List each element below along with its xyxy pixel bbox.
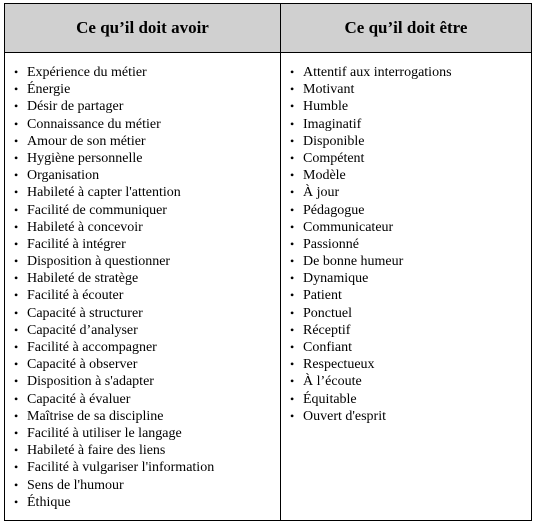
bullet-icon: • (290, 271, 295, 286)
list-item-text: Éthique (27, 494, 71, 510)
header-right-text: Ce qu’il doit être (344, 18, 468, 37)
list-item-text: Réceptif (303, 322, 351, 338)
bullet-icon: • (14, 322, 19, 337)
list-item-text: Connaissance du métier (27, 116, 161, 132)
right-column-cell (281, 53, 531, 520)
list-item (14, 150, 280, 167)
list-item (290, 98, 531, 115)
list-item (290, 356, 531, 373)
list-item-text: Humble (303, 99, 349, 115)
list-item-text: Facilité à écouter (27, 288, 124, 304)
list-item-text: Ouvert d'esprit (303, 408, 387, 424)
list-item (14, 322, 280, 339)
list-item-text: Disponible (303, 133, 365, 149)
bullet-icon: • (14, 477, 19, 492)
bullet-icon: • (14, 99, 19, 114)
list-item (290, 167, 531, 184)
bullet-icon: • (14, 357, 19, 372)
list-item-text: Énergie (27, 82, 71, 98)
list-item-text: Capacité à évaluer (27, 391, 131, 407)
list-item-text: Facilité à utiliser le langage (27, 425, 182, 441)
list-item-text: Habileté à faire des liens (27, 443, 166, 459)
list-item (14, 253, 280, 270)
bullet-icon: • (290, 150, 295, 165)
list-item-text: Capacité d’analyser (27, 322, 138, 338)
bullet-icon: • (14, 116, 19, 131)
list-item (290, 408, 531, 425)
list-item-text: Expérience du métier (27, 65, 147, 80)
list-item (290, 202, 531, 219)
list-item-text: Attentif aux interrogations (303, 65, 452, 80)
bullet-icon: • (14, 168, 19, 183)
bullet-icon: • (14, 494, 19, 509)
bullet-icon: • (14, 288, 19, 303)
list-item (14, 98, 280, 115)
list-item (290, 373, 531, 390)
list-item-text: Pédagogue (303, 202, 365, 218)
bullet-icon: • (290, 305, 295, 320)
list-item-text: Désir de partager (27, 99, 124, 115)
list-item (14, 167, 280, 184)
bullet-icon: • (14, 185, 19, 200)
list-item (14, 477, 280, 494)
list-item (290, 391, 531, 408)
list-item (290, 339, 531, 356)
list-item (290, 305, 531, 322)
bullet-icon: • (290, 391, 295, 406)
list-item-text: Organisation (27, 168, 100, 184)
list-item (290, 219, 531, 236)
list-item-text: De bonne humeur (303, 254, 404, 270)
list-item-text: À jour (303, 185, 340, 201)
list-item-text: Compétent (303, 150, 365, 166)
bullet-icon: • (290, 168, 295, 183)
list-item-text: Amour de son métier (27, 133, 146, 149)
bullet-icon: • (14, 460, 19, 475)
list-item (14, 305, 280, 322)
list-item (14, 219, 280, 236)
list-item (14, 81, 280, 98)
bullet-icon: • (290, 116, 295, 131)
list-item (14, 64, 280, 81)
bullet-icon: • (14, 254, 19, 269)
list-item-text: Ponctuel (303, 305, 352, 321)
bullet-icon: • (14, 425, 19, 440)
list-item (14, 236, 280, 253)
bullet-icon: • (290, 288, 295, 303)
list-item-text: Modèle (303, 168, 346, 184)
header-left (5, 4, 281, 53)
list-item-text: Facilité à intégrer (27, 236, 126, 252)
bullet-icon: • (290, 185, 295, 200)
bullet-icon: • (290, 236, 295, 251)
bullet-icon: • (290, 322, 295, 337)
must-have-list (5, 64, 280, 511)
bullet-icon: • (14, 133, 19, 148)
list-item (14, 391, 280, 408)
bullet-icon: • (290, 254, 295, 269)
bullet-icon: • (290, 99, 295, 114)
list-item (14, 270, 280, 287)
list-item (14, 408, 280, 425)
qualities-table (4, 3, 532, 521)
list-item (290, 81, 531, 98)
header-left-text: Ce qu’il doit avoir (76, 18, 209, 37)
bullet-icon: • (14, 236, 19, 251)
list-item (290, 253, 531, 270)
list-item (290, 184, 531, 201)
list-item-text: Motivant (303, 82, 355, 98)
list-item (14, 459, 280, 476)
list-item (14, 442, 280, 459)
list-item-text: Équitable (303, 391, 357, 407)
bullet-icon: • (290, 374, 295, 389)
list-item-text: Respectueux (303, 357, 375, 373)
bullet-icon: • (290, 357, 295, 372)
list-item-text: À l’écoute (303, 374, 362, 390)
list-item-text: Patient (303, 288, 342, 304)
bullet-icon: • (290, 202, 295, 217)
bullet-icon: • (14, 202, 19, 217)
list-item-text: Confiant (303, 340, 352, 355)
list-item-text: Passionné (303, 236, 359, 252)
list-item-text: Facilité de communiquer (27, 202, 167, 218)
bullet-icon: • (14, 65, 19, 79)
bullet-icon: • (290, 219, 295, 234)
list-item (290, 64, 531, 81)
list-item-text: Habileté à concevoir (27, 219, 143, 235)
bullet-icon: • (14, 305, 19, 320)
list-item (14, 202, 280, 219)
list-item (14, 116, 280, 133)
list-item (14, 133, 280, 150)
bullet-icon: • (14, 374, 19, 389)
list-item (14, 287, 280, 304)
list-item (290, 287, 531, 304)
bullet-icon: • (14, 271, 19, 286)
bullet-icon: • (290, 408, 295, 423)
bullet-icon: • (14, 391, 19, 406)
bullet-icon: • (290, 340, 295, 354)
bullet-icon: • (290, 82, 295, 97)
list-item-text: Sens de l'humour (27, 477, 124, 493)
list-item-text: Dynamique (303, 271, 369, 287)
list-item-text: Communicateur (303, 219, 394, 235)
list-item (14, 494, 280, 511)
list-item-text: Habileté à capter l'attention (27, 185, 181, 201)
list-item-text: Hygiène personnelle (27, 150, 143, 166)
list-item (290, 270, 531, 287)
list-item-text: Facilité à accompagner (27, 340, 157, 355)
list-item (290, 236, 531, 253)
list-item (14, 373, 280, 390)
bullet-icon: • (14, 443, 19, 458)
list-item (14, 356, 280, 373)
list-item (290, 322, 531, 339)
list-item (290, 133, 531, 150)
bullet-icon: • (14, 219, 19, 234)
list-item-text: Capacité à observer (27, 357, 138, 373)
list-item-text: Maîtrise de sa discipline (27, 408, 164, 424)
list-item (14, 425, 280, 442)
bullet-icon: • (290, 65, 295, 79)
list-item-text: Capacité à structurer (27, 305, 143, 321)
bullet-icon: • (14, 340, 19, 354)
list-item-text: Habileté de stratège (27, 271, 139, 287)
list-item (290, 116, 531, 133)
list-item (14, 339, 280, 356)
list-item (14, 184, 280, 201)
list-item-text: Imaginatif (303, 116, 362, 132)
left-column-cell (5, 53, 281, 520)
bullet-icon: • (14, 408, 19, 423)
bullet-icon: • (290, 133, 295, 148)
list-item-text: Disposition à questionner (27, 254, 171, 270)
header-right (281, 4, 531, 53)
bullet-icon: • (14, 150, 19, 165)
list-item (290, 150, 531, 167)
list-item-text: Facilité à vulgariser l'information (27, 460, 215, 476)
must-be-list (281, 64, 531, 425)
bullet-icon: • (14, 82, 19, 97)
list-item-text: Disposition à s'adapter (27, 374, 154, 390)
